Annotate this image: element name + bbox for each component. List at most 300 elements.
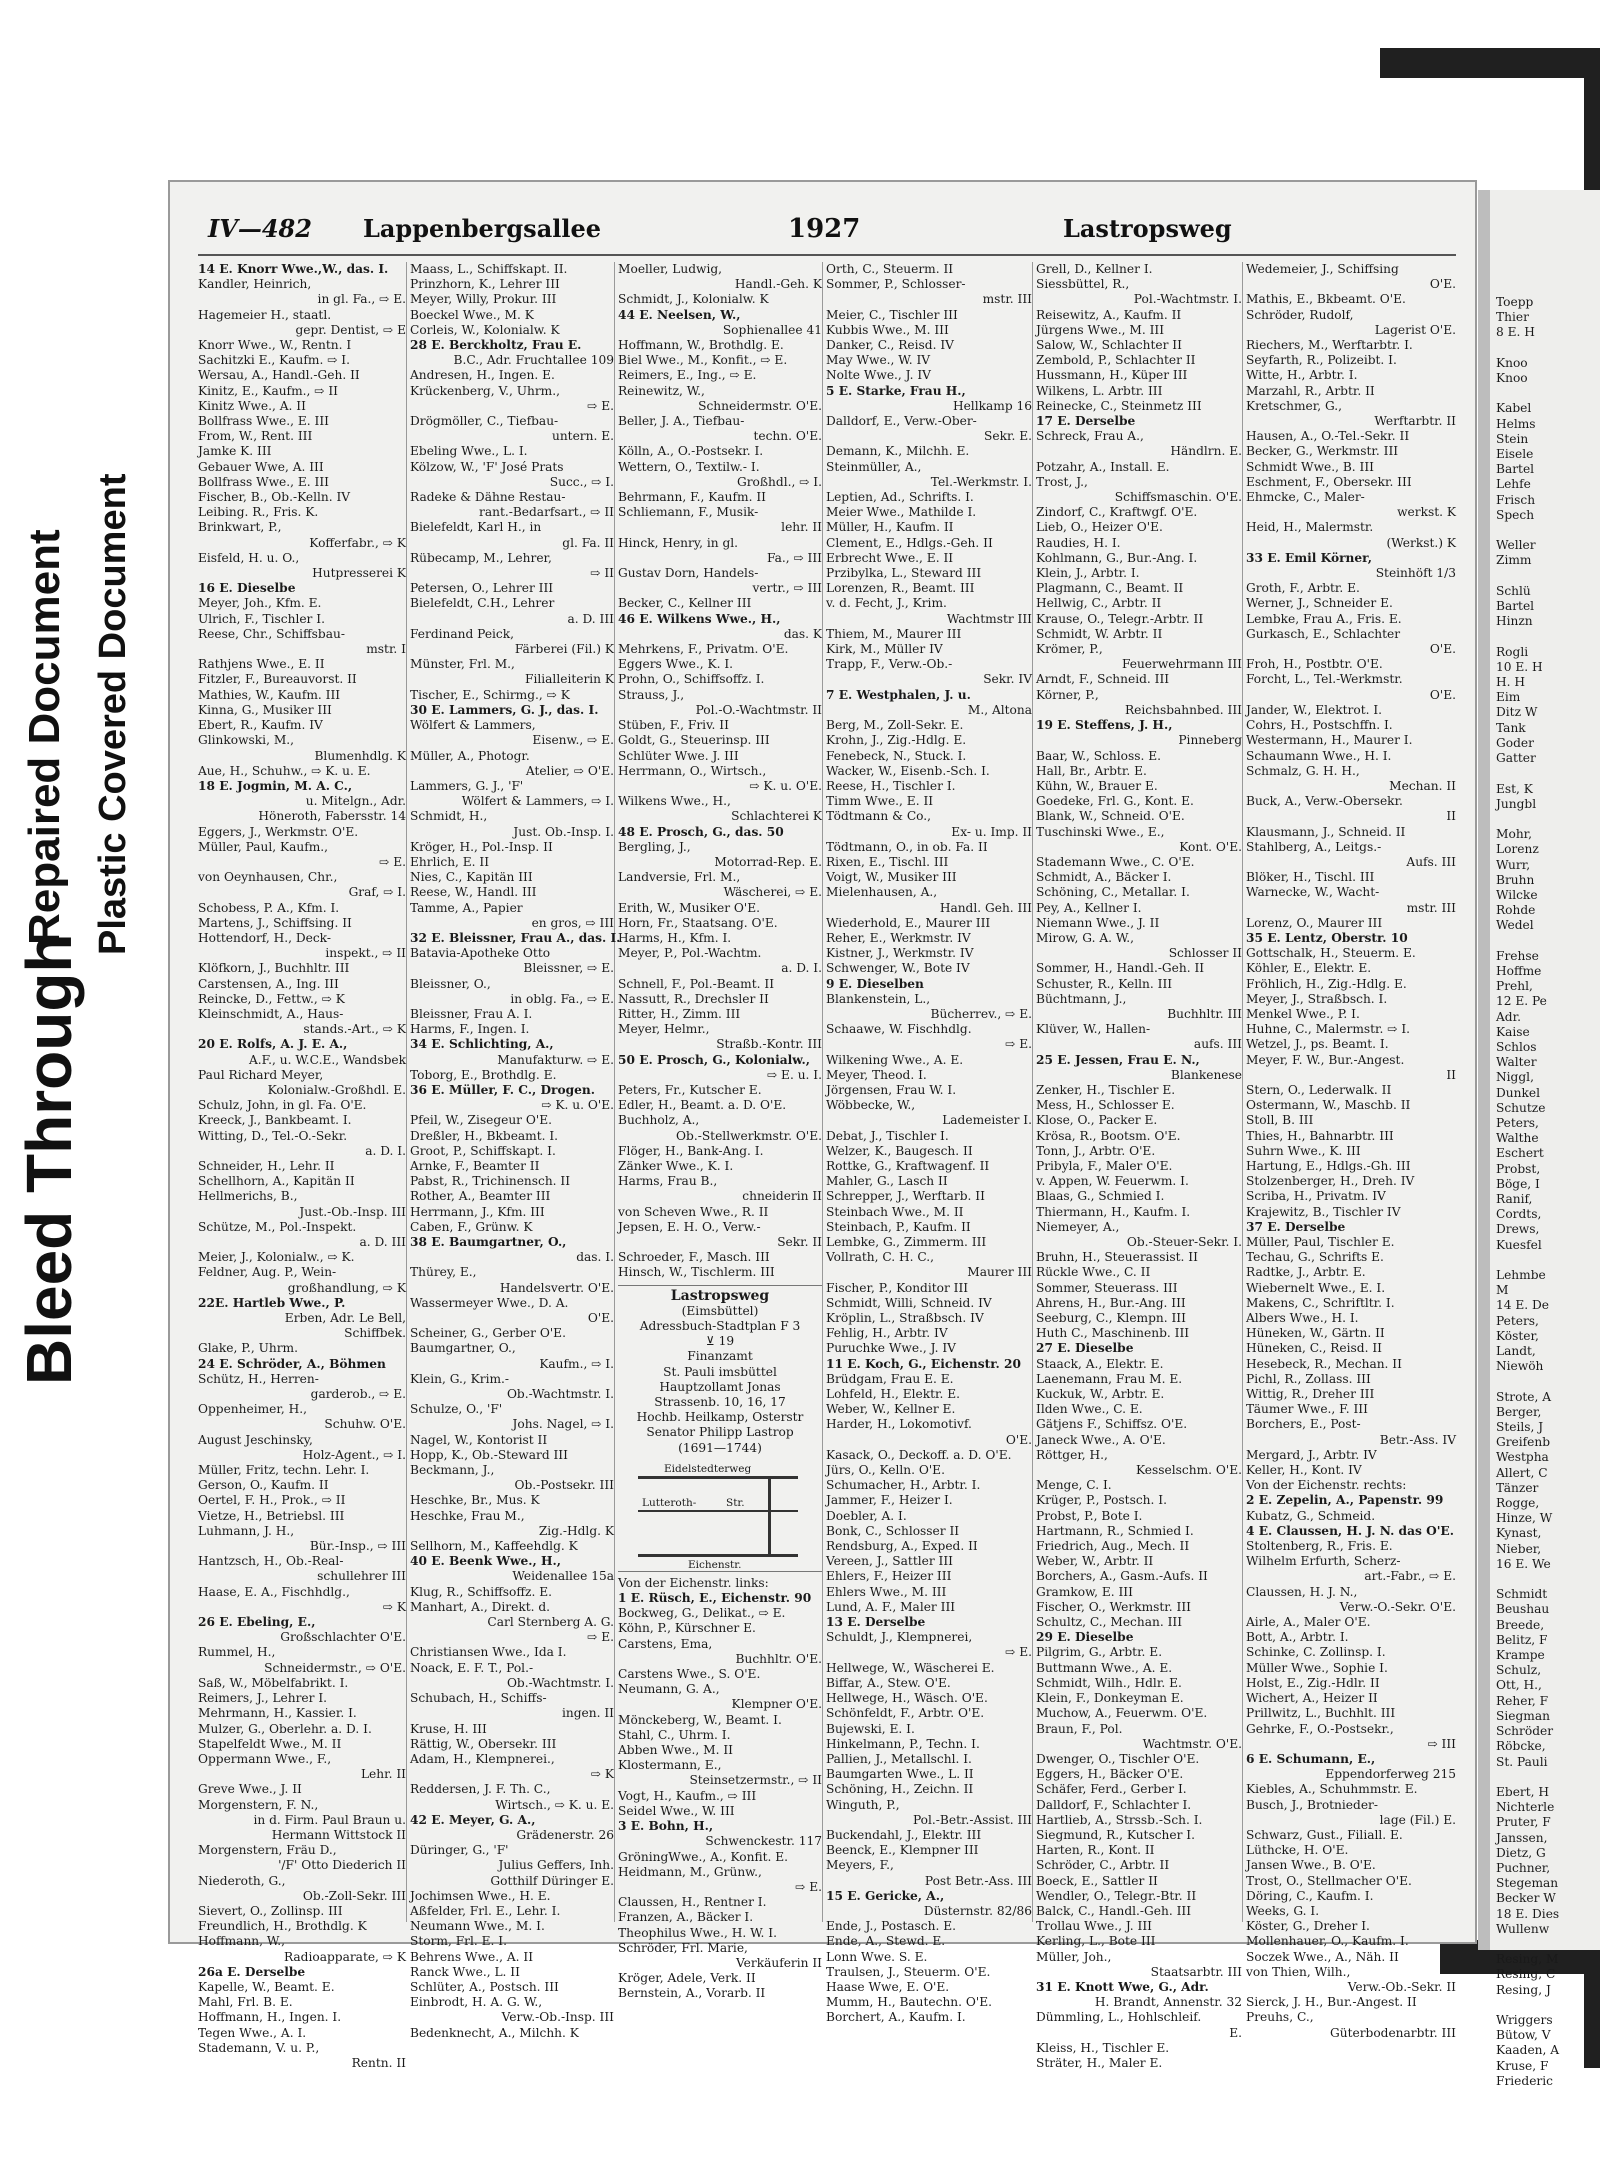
directory-entry: Haase Wwe, E. O'E. bbox=[826, 1979, 950, 1994]
directory-entry: Stolzenberger, H., Dreh. IV bbox=[1246, 1174, 1415, 1189]
directory-entry: mstr. I bbox=[366, 642, 406, 657]
directory-entry: Tödtmann, O., in ob. Fa. II bbox=[826, 839, 988, 854]
directory-entry: 19 E. Steffens, J. H., bbox=[1036, 718, 1173, 733]
directory-entry: 37 E. Derselbe bbox=[1246, 1219, 1346, 1234]
adjacent-page-entry: Resing, J bbox=[1496, 1982, 1551, 1997]
directory-entry: Sommer, H., Handl.-Geh. II bbox=[1036, 961, 1205, 976]
directory-entry: Kröplin, L., Straßbsch. IV bbox=[826, 1311, 984, 1326]
directory-entry: Przibylka, L., Steward III bbox=[826, 566, 982, 581]
directory-entry: Thiermann, H., Kaufm. I. bbox=[1036, 1204, 1191, 1219]
directory-entry: Krajewitz, B., Tischler IV bbox=[1246, 1204, 1401, 1219]
directory-entry: Rendsburg, A., Exped. II bbox=[826, 1539, 978, 1554]
directory-entry: Dwenger, O., Tischler O'E. bbox=[1036, 1751, 1200, 1766]
adjacent-page-entry: Belitz, F bbox=[1496, 1632, 1548, 1647]
directory-entry: Fitzler, F., Bureauvorst. II bbox=[198, 672, 357, 687]
directory-entry: Eggers, J., Werkmstr. O'E. bbox=[198, 824, 359, 839]
directory-entry: Hartlieb, A., Strssb.-Sch. I. bbox=[1036, 1812, 1203, 1827]
directory-entry: Rättig, W., Obersekr. III bbox=[410, 1736, 557, 1751]
directory-entry: Ranck Wwe., L. II bbox=[410, 1964, 520, 1979]
directory-entry: Martens, J., Schiffsing. II bbox=[198, 915, 352, 930]
directory-entry: Weidenallee 15a bbox=[512, 1569, 614, 1584]
directory-entry: Ritter, H., Zimm. III bbox=[618, 1006, 741, 1021]
adjacent-page-entry: Tank bbox=[1496, 720, 1526, 735]
directory-entry: Klüver, W., Hallen- bbox=[1036, 1022, 1151, 1037]
directory-entry: O'E. bbox=[1005, 1432, 1032, 1447]
directory-entry: Stoltenberg, R., Fris. E. bbox=[1246, 1539, 1393, 1554]
directory-entry: Weber, W., Kellner E. bbox=[826, 1402, 956, 1417]
directory-entry: garderob., ⇨ E. bbox=[310, 1387, 406, 1402]
adjacent-page-entry: Helms bbox=[1496, 416, 1536, 431]
directory-entry: Aßfelder, Frl. E., Lehr. I. bbox=[410, 1903, 561, 1918]
directory-entry: in oblg. Fa., ⇨ E. bbox=[510, 991, 614, 1006]
directory-entry: Kapelle, W., Beamt. E. bbox=[198, 1979, 335, 1994]
directory-entry: Corleis, W., Kolonialw. K bbox=[410, 322, 560, 337]
directory-entry: Biel Wwe., M., Konfit., ⇨ E. bbox=[618, 353, 788, 368]
directory-entry: Becker, G., Werkmstr. III bbox=[1246, 444, 1399, 459]
directory-entry: Feldner, Aug. P., Wein- bbox=[198, 1265, 337, 1280]
directory-entry: Ehlers, F., Heizer III bbox=[826, 1569, 952, 1584]
directory-entry: a. D. I. bbox=[781, 961, 822, 976]
directory-entry: Preuhs, C., bbox=[1246, 2010, 1314, 2025]
directory-entry: Ehmcke, C., Maler- bbox=[1246, 490, 1365, 505]
directory-entry: Stern, O., Lederwalk. II bbox=[1246, 1082, 1392, 1097]
directory-entry: vertr., ⇨ III bbox=[752, 581, 822, 596]
directory-entry: Kistner, J., Werkmstr. IV bbox=[826, 946, 974, 961]
directory-entry: Köhn, P., Kürschner E. bbox=[618, 1621, 756, 1636]
directory-entry: mstr. III bbox=[982, 292, 1032, 307]
directory-entry: Reichsbahnbed. III bbox=[1125, 702, 1242, 717]
directory-entry: Abben Wwe., M. II bbox=[618, 1743, 733, 1758]
directory-entry: II bbox=[1446, 809, 1456, 824]
directory-entry: Stahlberg, A., Leitgs.- bbox=[1246, 839, 1382, 854]
adjacent-page-entry: Becker W bbox=[1496, 1891, 1556, 1906]
directory-entry: Schmidt, J., Kolonialw. K bbox=[618, 292, 769, 307]
adjacent-page-entry: Toepp bbox=[1496, 295, 1534, 309]
directory-entry: Beller, J. A., Tiefbau- bbox=[618, 414, 745, 429]
directory-entry: Nolte Wwe., J. IV bbox=[826, 368, 931, 383]
header-year: 1927 bbox=[788, 214, 861, 244]
directory-entry: Claussen, H. J. N., bbox=[1246, 1584, 1358, 1599]
directory-entry: Arndt, F., Schneid. III bbox=[1036, 672, 1170, 687]
directory-entry: 7 E. Westphalen, J. u. bbox=[826, 687, 971, 702]
directory-entry: Klose, O., Packer E. bbox=[1036, 1113, 1158, 1128]
directory-entry: Forcht, L., Tel.-Werkmstr. bbox=[1246, 672, 1403, 687]
directory-entry: Beenck, E., Klempner III bbox=[826, 1843, 979, 1858]
directory-entry: Krösa, R., Bootsm. O'E. bbox=[1036, 1128, 1181, 1143]
directory-entry: Rübecamp, M., Lehrer, bbox=[410, 550, 552, 565]
directory-entry: Buchhltr. O'E. bbox=[735, 1651, 822, 1666]
adjacent-page-entry bbox=[1496, 1572, 1600, 1587]
directory-entry: Orth, C., Steuerm. II bbox=[826, 262, 954, 276]
directory-entry: Färberei (Fil.) K bbox=[514, 642, 614, 657]
directory-entry: Tischer, E., Schirmg., ⇨ K bbox=[410, 687, 570, 702]
directory-entry: Tel.-Werkmstr. I. bbox=[930, 474, 1032, 489]
directory-entry: Jander, W., Elektrot. I. bbox=[1246, 702, 1383, 717]
directory-entry: Sekr. IV bbox=[983, 672, 1032, 687]
directory-entry: Kubatz, G., Schmeid. bbox=[1246, 1508, 1376, 1523]
adjacent-page-entry bbox=[1496, 1253, 1600, 1268]
directory-entry: Klempner O'E. bbox=[731, 1697, 822, 1712]
directory-entry: Filialleiterin K bbox=[525, 672, 614, 687]
directory-entry: Glinkowski, M., bbox=[198, 733, 295, 748]
directory-entry: 2 E. Zepelin, A., Papenstr. 99 bbox=[1246, 1493, 1444, 1508]
directory-entry: 24 E. Schröder, A., Böhmen bbox=[198, 1356, 386, 1371]
directory-entry: Kohlmann, G., Bur.-Ang. I. bbox=[1036, 550, 1198, 565]
directory-entry: Voigt, W., Musiker III bbox=[826, 870, 957, 885]
adjacent-page-entry bbox=[1496, 934, 1600, 949]
directory-entry: Rathjens Wwe., E. II bbox=[198, 657, 325, 672]
directory-entry: Mirow, G. A. W., bbox=[1036, 930, 1135, 945]
directory-entry: From, W., Rent. III bbox=[198, 429, 313, 444]
directory-entry: Timm Wwe., E. II bbox=[826, 794, 934, 809]
directory-entry: Schliemann, F., Musik- bbox=[618, 505, 759, 520]
directory-entry: Bür.-Insp., ⇨ III bbox=[309, 1539, 406, 1554]
directory-column-3 bbox=[618, 262, 823, 2001]
directory-entry: Probst, P., Bote I. bbox=[1036, 1508, 1143, 1523]
directory-entry: Brinkwart, P., bbox=[198, 520, 282, 535]
directory-entry: O'E. bbox=[1429, 277, 1456, 292]
directory-entry: Kleiss, H., Tischler E. bbox=[1036, 2040, 1170, 2055]
directory-entry: Seeburg, C., Klempn. III bbox=[1036, 1311, 1186, 1326]
directory-entry: Goldt, G., Steuerinsp. III bbox=[618, 733, 770, 748]
directory-entry: Mehrkens, F., Privatm. O'E. bbox=[618, 642, 789, 657]
directory-entry: Ilden Wwe., C. E. bbox=[1036, 1402, 1143, 1417]
directory-entry: GröningWwe., A., Konfit. E. bbox=[618, 1849, 789, 1864]
directory-entry: Sommer, P., Schlosser- bbox=[826, 277, 966, 292]
directory-entry: Sekr. II bbox=[777, 1235, 822, 1249]
adjacent-page-entry: Wilcke bbox=[1496, 887, 1538, 902]
directory-entry: Busch, J., Brotnieder- bbox=[1246, 1797, 1378, 1812]
directory-entry: Raudies, H. I. bbox=[1036, 535, 1121, 550]
directory-entry: Hoffmann, W., Brothdlg. E. bbox=[618, 338, 784, 353]
map-street-label: Eidelstedterweg bbox=[664, 1462, 752, 1475]
directory-page bbox=[168, 180, 1477, 2070]
directory-entry: Friedrich, Aug., Mech. II bbox=[1036, 1539, 1190, 1554]
directory-entry: Staatsarbtr. III bbox=[1150, 1964, 1242, 1979]
directory-entry: Nassutt, R., Drechsler II bbox=[618, 991, 769, 1006]
directory-entry: Schwenckestr. 117 bbox=[705, 1834, 822, 1849]
directory-entry: Reinecke, C., Steinmetz III bbox=[1036, 398, 1202, 413]
directory-entry: Klug, R., Schiffsoffz. E. bbox=[410, 1584, 552, 1599]
directory-entry: Lorenzen, R., Beamt. III bbox=[826, 581, 975, 596]
directory-entry: Güterbodenarbtr. III bbox=[1330, 2025, 1456, 2040]
directory-entry: Just. Ob.-Insp. I. bbox=[513, 824, 614, 839]
directory-entry: Jochimsen Wwe., H. E. bbox=[410, 1888, 551, 1903]
directory-column-5 bbox=[1036, 262, 1243, 2070]
adjacent-page-entry: Lehmbe bbox=[1496, 1268, 1546, 1282]
directory-entry: Caben, F., Grünw. K bbox=[410, 1219, 533, 1234]
directory-entry: '/F' Otto Diederich II bbox=[278, 1858, 406, 1873]
directory-entry: 13 E. Derselbe bbox=[826, 1615, 926, 1630]
directory-entry: Krüger, P., Postsch. I. bbox=[1036, 1493, 1167, 1508]
directory-entry: Gerson, O., Kaufm. II bbox=[198, 1478, 329, 1493]
directory-entry: Hellwege, H., Wäsch. O'E. bbox=[826, 1691, 988, 1706]
page-header bbox=[198, 202, 1456, 256]
adjacent-page-entry: Ott, H., bbox=[1496, 1678, 1542, 1693]
directory-entry: Menge, C. I. bbox=[1036, 1478, 1112, 1493]
directory-entry: Jürs, O., Kelln. O'E. bbox=[826, 1463, 945, 1478]
directory-entry: Werner, J., Schneider E. bbox=[1246, 596, 1393, 611]
adjacent-page-entry: 10 E. H bbox=[1496, 659, 1543, 674]
adjacent-page-entry: Walter bbox=[1496, 1055, 1537, 1070]
adjacent-page-entry: Schmidt bbox=[1496, 1587, 1548, 1602]
directory-entry: Behrens Wwe., A. II bbox=[410, 1949, 534, 1964]
directory-entry: Döring, C., Kaufm. I. bbox=[1246, 1888, 1374, 1903]
directory-entry: Wölfert & Lammers, ⇨ I. bbox=[461, 794, 614, 809]
directory-entry: Krömer, P., bbox=[1036, 642, 1103, 657]
directory-entry: Neumann, G. A., bbox=[618, 1682, 720, 1697]
directory-entry: 22E. Hartleb Wwe., P. bbox=[198, 1295, 346, 1310]
adjacent-page-entry: H. H bbox=[1496, 675, 1526, 690]
directory-entry: Mönckeberg, W., Beamt. I. bbox=[618, 1712, 782, 1727]
directory-entry: Gramkow, E. III bbox=[1036, 1584, 1133, 1599]
directory-entry: O'E. bbox=[1429, 687, 1456, 702]
directory-entry: Meyer, J., Straßbsch. I. bbox=[1246, 991, 1388, 1006]
directory-entry: Schröder, Rudolf, bbox=[1246, 307, 1354, 322]
directory-entry: Pinneberg bbox=[1178, 733, 1242, 748]
directory-entry: rant.-Bedarfsart., ⇨ II bbox=[479, 505, 614, 520]
directory-entry: Tamme, A., Papier bbox=[410, 900, 523, 915]
directory-entry: Wittig, R., Dreher III bbox=[1246, 1387, 1375, 1402]
directory-entry: Hellwege, W., Wäscherei E. bbox=[826, 1660, 995, 1675]
directory-entry: 1 E. Rüsch, E., Eichenstr. 90 bbox=[618, 1591, 812, 1606]
directory-entry: Janeck Wwe., A. O'E. bbox=[1036, 1432, 1166, 1447]
header-left-street: Lappenbergsallee bbox=[363, 214, 602, 243]
directory-entry: techn. O'E. bbox=[753, 429, 822, 444]
directory-entry: Jürgens Wwe., M. III bbox=[1036, 322, 1165, 337]
directory-entry: Carstensen, A., Ing. III bbox=[198, 976, 339, 991]
directory-entry: Schlüter, A., Postsch. III bbox=[410, 1979, 559, 1994]
directory-entry: Marzahl, R., Arbtr. II bbox=[1246, 383, 1375, 398]
directory-entry: ⇨ K. u. O'E. bbox=[749, 778, 822, 793]
directory-entry: Meier Wwe., Mathilde I. bbox=[826, 505, 977, 520]
adjacent-page-entry: Stein bbox=[1496, 431, 1529, 446]
adjacent-page-entry: Wedel bbox=[1496, 918, 1534, 933]
directory-entry: Hartmann, R., Schmied I. bbox=[1036, 1523, 1194, 1538]
directory-entry: chneiderin II bbox=[742, 1189, 822, 1204]
directory-entry: lehr. II bbox=[781, 520, 822, 535]
directory-entry: Plagmann, C., Beamt. II bbox=[1036, 581, 1184, 596]
directory-entry: 14 E. Knorr Wwe.,W., das. I. bbox=[198, 262, 389, 276]
directory-entry: Buckendahl, J., Elektr. III bbox=[826, 1827, 982, 1842]
directory-entry: Heid, H., Malermstr. bbox=[1246, 520, 1374, 535]
directory-entry: Betr.-Ass. IV bbox=[1379, 1432, 1456, 1447]
directory-entry: Mess, H., Schlosser E. bbox=[1036, 1098, 1175, 1113]
directory-entry: Wacker, W., Eisenb.-Sch. I. bbox=[826, 763, 990, 778]
directory-entry: Succ., ⇨ I. bbox=[549, 474, 614, 489]
directory-entry: Hinck, Henry, in gl. bbox=[618, 535, 739, 550]
directory-entry: Eggers, H., Bäcker O'E. bbox=[1036, 1767, 1184, 1782]
directory-entry: Salow, W., Schlachter II bbox=[1036, 338, 1182, 353]
adjacent-page-entry: 8 E. H bbox=[1496, 325, 1535, 340]
adjacent-page-entry: M bbox=[1496, 1283, 1509, 1298]
directory-entry: Kerling, L., Bote III bbox=[1036, 1934, 1156, 1949]
directory-entry: Schroeder, F., Masch. III bbox=[618, 1250, 770, 1265]
adjacent-page-entry bbox=[1496, 341, 1600, 356]
directory-entry: 26 E. Ebeling, E., bbox=[198, 1615, 316, 1630]
directory-entry: Pol.-O.-Wachtmstr. II bbox=[695, 702, 822, 717]
directory-entry: Sträter, H., Maler E. bbox=[1036, 2055, 1163, 2070]
directory-entry: Eschment, F., Obersekr. III bbox=[1246, 474, 1412, 489]
directory-entry: Weber, W., Arbtr. II bbox=[1036, 1554, 1154, 1569]
directory-entry: Dalldorf, E., Verw.-Ober- bbox=[826, 414, 977, 429]
directory-entry: Techau, G., Schrifts E. bbox=[1246, 1250, 1384, 1265]
directory-entry: Boeckel Wwe., M. K bbox=[410, 307, 534, 322]
directory-entry: Hutpresserei K bbox=[312, 566, 406, 581]
directory-entry: 32 E. Bleissner, Frau A., das. I. bbox=[410, 930, 621, 945]
street-info-line: Adressbuch-Stadtplan F 3 bbox=[639, 1319, 801, 1334]
directory-entry: Dümmling, L., Hohlschleif. bbox=[1036, 2010, 1202, 2025]
directory-entry: Fischer, B., Ob.-Kelln. IV bbox=[198, 490, 351, 505]
directory-entry: Ob.-Steuer-Sekr. I. bbox=[1126, 1235, 1242, 1249]
directory-entry: ⇨ K bbox=[382, 1599, 406, 1614]
directory-entry: May Wwe., W. IV bbox=[826, 353, 931, 368]
directory-entry: Schuster, R., Kelln. III bbox=[1036, 976, 1173, 991]
directory-entry: Mumm, H., Bautechn. O'E. bbox=[826, 1995, 993, 2010]
adjacent-page-entry: Schlos bbox=[1496, 1039, 1537, 1054]
directory-entry: Ostermann, W., Maschb. II bbox=[1246, 1098, 1411, 1113]
directory-entry: Kont. O'E. bbox=[1179, 839, 1242, 854]
directory-entry: Airle, A., Maler O'E. bbox=[1246, 1615, 1371, 1630]
directory-entry: Trollau Wwe., J. III bbox=[1036, 1919, 1153, 1934]
directory-entry: Meier, J., Kolonialw., ⇨ K. bbox=[198, 1250, 355, 1265]
directory-entry: II bbox=[1446, 1067, 1456, 1082]
adjacent-page-entry: Wriggers bbox=[1496, 2012, 1553, 2027]
directory-entry: Bleissner, Frau A. I. bbox=[410, 1006, 533, 1021]
directory-entry: Schaumann Wwe., H. I. bbox=[1246, 748, 1392, 763]
directory-entry: Lund, A. F., Maler III bbox=[826, 1599, 956, 1614]
adjacent-page-entry: 18 E. Dies bbox=[1496, 1906, 1560, 1921]
directory-entry: Radtke, J., Arbtr. E. bbox=[1246, 1265, 1366, 1280]
adjacent-page-entry bbox=[1496, 1374, 1600, 1389]
directory-entry: Petersen, O., Lehrer III bbox=[410, 581, 554, 596]
directory-entry: Händlrn. E. bbox=[1170, 444, 1242, 459]
adjacent-page-entry: Hinze, W bbox=[1496, 1511, 1553, 1526]
directory-entry: ⇨ II bbox=[590, 566, 614, 581]
directory-entry: Sachitzki E., Kaufm. ⇨ I. bbox=[198, 353, 350, 368]
directory-entry: Claussen, H., Rentner I. bbox=[618, 1895, 767, 1910]
directory-entry: Reimers, E., Ing., ⇨ E. bbox=[618, 368, 757, 383]
directory-entry: Toborg, E., Brothdlg. E. bbox=[410, 1067, 557, 1082]
adjacent-page-entry: Rohde bbox=[1496, 903, 1536, 918]
directory-entry: Prillwitz, L., Buchhlt. III bbox=[1246, 1706, 1396, 1721]
directory-entry: Ob.-Zoll-Sekr. III bbox=[302, 1888, 406, 1903]
directory-entry: Schlachterei K bbox=[731, 809, 822, 824]
directory-entry: Horn, Fr., Staatsang. O'E. bbox=[618, 915, 778, 930]
directory-entry: Steinhöft 1/3 bbox=[1375, 566, 1456, 581]
directory-entry: Wetzel, J., ps. Beamt. I. bbox=[1246, 1037, 1389, 1052]
directory-entry: Gurkasch, E., Schlachter bbox=[1246, 626, 1401, 641]
directory-entry: Paul Richard Meyer, bbox=[198, 1067, 324, 1082]
directory-entry: Schmidt, Wilh., Hdlr. E. bbox=[1036, 1675, 1182, 1690]
adjacent-page-entry: Bütow, V bbox=[1496, 2028, 1551, 2043]
directory-entry: Johs. Nagel, ⇨ I. bbox=[512, 1417, 614, 1432]
directory-entry: Doebler, A. I. bbox=[826, 1508, 907, 1523]
directory-entry: Erben, Adr. Le Bell, bbox=[284, 1311, 406, 1326]
directory-entry: Schlosser II bbox=[1168, 946, 1242, 961]
directory-entry: Wöbbecke, W., bbox=[826, 1098, 916, 1113]
directory-entry: Wäscherei, ⇨ E. bbox=[723, 885, 822, 900]
directory-column-2 bbox=[410, 262, 621, 2040]
adjacent-page-entry: Puchner, bbox=[1496, 1860, 1551, 1875]
directory-entry: Schwarz, Gust., Filiall. E. bbox=[1246, 1827, 1403, 1842]
directory-entry: Schütz, H., Herren- bbox=[198, 1371, 319, 1386]
directory-entry: ⇨ E. bbox=[587, 398, 614, 413]
directory-entry: Tegen Wwe., A. I. bbox=[198, 2025, 307, 2040]
adjacent-page-entry: Nieber, bbox=[1496, 1541, 1542, 1556]
plastic-covered-label: Plastic Covered Document bbox=[92, 473, 134, 955]
directory-entry: schullehrer III bbox=[317, 1569, 406, 1584]
directory-entry: Fischer, O., Werkmstr. III bbox=[1036, 1599, 1191, 1614]
directory-entry: Rixen, E., Tischl. III bbox=[826, 854, 949, 869]
directory-entry: ⇨ K. u. O'E. bbox=[541, 1098, 614, 1113]
directory-entry: Wiebernelt Wwe., E. I. bbox=[1246, 1280, 1386, 1295]
directory-entry: Julius Geffers, Inh. bbox=[498, 1858, 614, 1873]
directory-entry: Hottendorf, H., Deck- bbox=[198, 930, 331, 945]
directory-entry: 25 E. Jessen, Frau E. N., bbox=[1036, 1052, 1200, 1067]
directory-entry: Tonn, J., Arbtr. O'E. bbox=[1036, 1143, 1156, 1158]
adjacent-page-entry: Cordts, bbox=[1496, 1207, 1542, 1222]
directory-entry: Hoffmann, W., bbox=[198, 1934, 286, 1949]
directory-entry: Sophienallee 41 bbox=[722, 322, 822, 337]
directory-entry: Groot, P., Schiffskapt. I. bbox=[410, 1143, 556, 1158]
directory-entry: aufs. III bbox=[1193, 1037, 1242, 1052]
directory-entry: Post Betr.-Ass. III bbox=[924, 1873, 1032, 1888]
directory-column-6 bbox=[1246, 262, 1456, 2040]
directory-entry: Feuerwehrmann III bbox=[1121, 657, 1242, 672]
directory-entry: 28 E. Berckholtz, Frau E. bbox=[410, 338, 582, 353]
directory-entry: Bergling, J., bbox=[618, 839, 691, 854]
directory-entry: Von der Eichenstr. rechts: bbox=[1246, 1478, 1407, 1493]
directory-entry: Buttmann Wwe., A. E. bbox=[1036, 1660, 1173, 1675]
directory-entry: en gros, ⇨ III bbox=[531, 915, 614, 930]
directory-entry: Scheiner, G., Gerber O'E. bbox=[410, 1326, 566, 1341]
directory-entry: Suhrn Wwe., K. III bbox=[1246, 1143, 1361, 1158]
directory-entry: Sellhorn, M., Kaffeehdlg. K bbox=[410, 1539, 578, 1554]
directory-entry: Lüthcke, H. O'E. bbox=[1246, 1843, 1349, 1858]
directory-entry: Reher, E., Werkmstr. IV bbox=[826, 930, 971, 945]
directory-entry: Mulzer, G., Oberlehr. a. D. I. bbox=[198, 1721, 372, 1736]
directory-entry: Schmidt, W. Arbtr. II bbox=[1036, 626, 1163, 641]
directory-entry: Mollenhauer, O., Kaufm. I. bbox=[1246, 1934, 1409, 1949]
directory-entry: Täumer Wwe., F. III bbox=[1246, 1402, 1368, 1417]
directory-entry: Müller Wwe., Sophie I. bbox=[1246, 1660, 1388, 1675]
directory-entry: Herrmann, O., Wirtsch., bbox=[618, 763, 767, 778]
directory-entry: Dalldorf, F., Schlachter I. bbox=[1036, 1797, 1192, 1812]
directory-entry: Pribyla, F., Maler O'E. bbox=[1036, 1158, 1173, 1173]
directory-entry: Kleinschmidt, A., Haus- bbox=[198, 1006, 344, 1021]
directory-entry: 4 E. Claussen, H. J. N. das O'E. bbox=[1246, 1523, 1454, 1538]
directory-entry: Fenebeck, N., Stuck. I. bbox=[826, 748, 967, 763]
directory-entry: ⇨ E. bbox=[1005, 1645, 1032, 1660]
directory-entry: Kasack, O., Deckoff. a. D. O'E. bbox=[826, 1447, 1012, 1462]
directory-entry: Siessbüttel, R., bbox=[1036, 277, 1130, 292]
directory-entry: 9 E. Dieselben bbox=[826, 976, 924, 991]
directory-entry: Bollfrass Wwe., E. III bbox=[198, 474, 329, 489]
adjacent-page-entry: Pruter, F bbox=[1496, 1815, 1551, 1830]
directory-entry: Greve Wwe., J. II bbox=[198, 1782, 302, 1797]
directory-entry: Morgenstern, F. N., bbox=[198, 1797, 319, 1812]
directory-entry: von Thien, Wilh., bbox=[1246, 1964, 1351, 1979]
adjacent-page-entry: Kaaden, A bbox=[1496, 2043, 1560, 2058]
adjacent-page-entry: Resing, M bbox=[1496, 1952, 1559, 1967]
directory-entry: werkst. K bbox=[1397, 505, 1456, 520]
directory-entry: Schäfer, Ferd., Gerber I. bbox=[1036, 1782, 1187, 1797]
directory-entry: Wilhelm Erfurth, Scherz- bbox=[1246, 1554, 1401, 1569]
directory-entry: a. D. III bbox=[567, 611, 614, 626]
adjacent-page-entry: Schulz, bbox=[1496, 1663, 1542, 1678]
directory-entry: Niemeyer, A., bbox=[1036, 1219, 1120, 1234]
